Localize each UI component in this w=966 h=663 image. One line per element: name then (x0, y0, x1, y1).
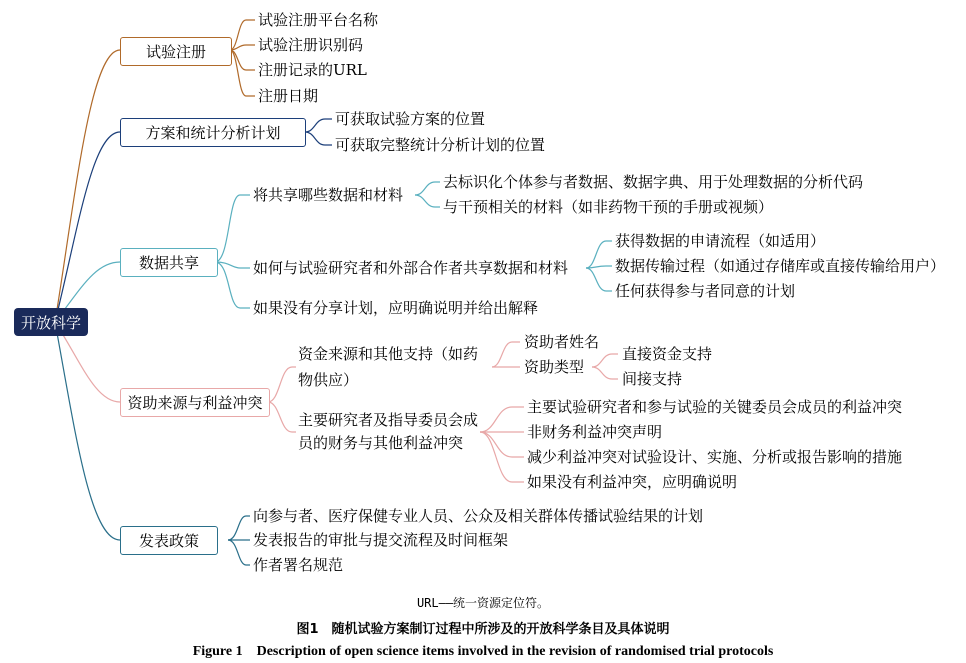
publication-item-authorship: 作者署名规范 (253, 556, 344, 574)
registration-item-id: 试验注册识别码 (258, 36, 364, 54)
funding-box: 资助来源与利益冲突 (120, 388, 270, 417)
sharing-how-item-consent: 任何获得参与者同意的计划 (615, 282, 796, 300)
protocol-item-location: 可获取试验方案的位置 (335, 110, 486, 128)
figure-caption-en: Figure 1 Description of open science items involved in the revision of randomised trial protocols (192, 644, 774, 659)
publication-item-approval: 发表报告的审批与提交流程及时间框架 (253, 531, 509, 549)
funding-type-direct: 直接资金支持 (622, 345, 713, 363)
coi-line2: 员的财务与其他利益冲突 (298, 434, 464, 452)
registration-bracket (230, 20, 255, 96)
registration-box: 试验注册 (120, 37, 232, 66)
link-root-protocol (55, 132, 120, 322)
protocol-item-sap: 可获取完整统计分析计划的位置 (335, 136, 546, 154)
sharing-what-label: 将共享哪些数据和材料 (253, 186, 404, 204)
registration-item-url: 注册记录的URL (258, 61, 367, 79)
figure-note: URL——统一资源定位符。 (416, 596, 550, 610)
funding-sources-line1: 资金来源和其他支持（如药 (298, 345, 479, 363)
sharing-how-item-transfer: 数据传输过程（如通过存储库或直接传输给用户） (615, 257, 946, 275)
registration-item-platform: 试验注册平台名称 (258, 11, 379, 29)
publication-bracket (228, 516, 250, 565)
sharing-how-item-request: 获得数据的申请流程（如适用） (615, 232, 826, 250)
coi-item-measures: 减少利益冲突对试验设计、实施、分析或报告影响的措施 (527, 448, 903, 466)
protocol-bracket (305, 119, 332, 145)
sharing-what-item-ipd: 去标识化个体参与者数据、数据字典、用于处理数据的分析代码 (443, 173, 864, 191)
registration-item-date: 注册日期 (258, 87, 319, 105)
sharing-what-item-materials: 与干预相关的材料（如非药物干预的手册或视频） (443, 198, 774, 216)
funding-sources-line2: 物供应） (298, 371, 359, 389)
figure-caption-cn: 图1 随机试验方案制订过程中所涉及的开放科学条目及具体说明 (296, 622, 670, 637)
sharing-how-label: 如何与试验研究者和外部合作者共享数据和材料 (253, 259, 569, 277)
funding-type-indirect: 间接支持 (622, 370, 683, 388)
funding-type: 资助类型 (524, 358, 585, 376)
funder-name: 资助者姓名 (524, 333, 600, 351)
publication-box: 发表政策 (120, 526, 218, 555)
protocol-box: 方案和统计分析计划 (120, 118, 306, 147)
sharing-none: 如果没有分享计划，应明确说明并给出解释 (253, 299, 539, 317)
root-node: 开放科学 (14, 308, 88, 336)
coi-item-none: 如果没有利益冲突，应明确说明 (527, 473, 738, 491)
coi-item-nonfinancial: 非财务利益冲突声明 (527, 423, 663, 441)
sharing-box: 数据共享 (120, 248, 218, 277)
publication-item-dissemination: 向参与者、医疗保健专业人员、公众及相关群体传播试验结果的计划 (253, 507, 704, 525)
coi-line1: 主要研究者及指导委员会成 (298, 411, 479, 429)
link-root-publication (55, 322, 120, 540)
coi-item-investigators: 主要试验研究者和参与试验的关键委员会成员的利益冲突 (527, 398, 903, 416)
